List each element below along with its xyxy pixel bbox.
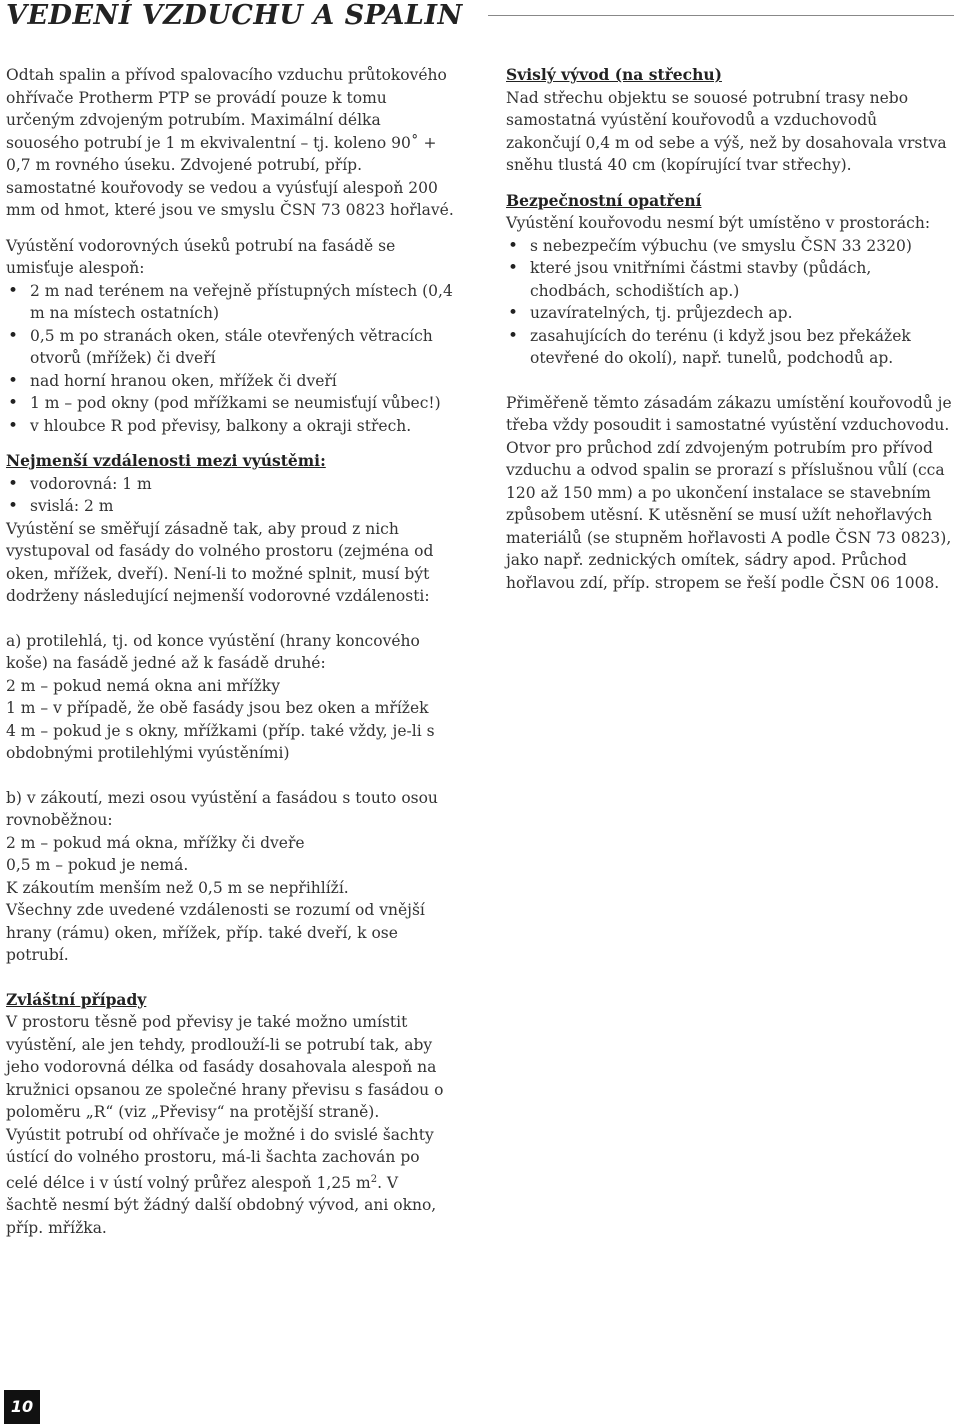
facade-intro: Vyústění vodorovných úseků potrubí na fasádě se umisťuje alespoň: — [6, 236, 396, 277]
special-cases-text: V prostoru těsně pod převisy je také možno umístit vyústění, ale jen tehdy, prodlouží-li se potrubí tak, aby jeho vodorovná délka od fasády dosahovala alespoň na kružnici opsanou ze společné hrany převisu s fasádou o poloměru „R“ (viz „Převisy“ na protější straně). — [6, 1013, 444, 1121]
intro-paragraph: Odtah spalin a přívod spalovacího vzduchu průtokového ohřívače Protherm PTP se provádí pouze k tomu určeným zdvojeným potrubím. Maximální délka souosého potrubí je 1 m ekvivalentní – tj. koleno 90˚ + 0,7 m rovného úseku. Zdvojené potrubí, příp. samostatné kouřovody se vedou a vyúsťují alespoň 200 mm od hmot, které jsou ve smyslu ČSN 73 0823 hořlavé. — [6, 66, 454, 219]
section-a-line: a) protilehlá, tj. od konce vyústění (hrany koncového koše) na fasádě jedné až k fasádě druhé: — [6, 631, 420, 672]
min-distance-list — [6, 473, 454, 518]
facade-item: • nad horní hranou oken, mřížek či dveří — [6, 370, 454, 393]
section-a-line: 4 m – pokud je s okny, mřížkami (příp. také vždy, je-li s obdobnými protilehlými vyústěními) — [6, 721, 435, 762]
min-distance-text: Vyústění se směřují zásadně tak, aby proud z nich vystupoval od fasády do volného prostoru (zejména od oken, mřížek, dveří). Není-li to možné splnit, musí být dodrženy následující nejmenší vodorovné vzdálenosti: — [6, 519, 434, 605]
roof-outlet-heading: Svislý vývod (na střechu) — [506, 65, 722, 84]
facade-item: • v hloubce R pod převisy, balkony a okraji střech. — [6, 415, 454, 438]
special-cases-heading: Zvláštní případy — [6, 989, 147, 1009]
safety-list — [506, 235, 956, 370]
roof-outlet-text: Nad střechu objektu se souosé potrubní trasy nebo samostatná vyústění kouřovodů a vzduchovodů zakončují 0,4 m od sebe a výš, než by dosahovala vrstva sněhu tlustá 40 cm (kopírující tvar střechy). — [506, 88, 947, 174]
shaft-text-part: . V šachtě nesmí být žádný další obdobný vývod, ani okno, příp. mřížka. — [6, 1173, 437, 1237]
section-a-line: 1 m – v případě, že obě fasády jsou bez oken a mřížek — [6, 699, 429, 717]
facade-item: • 2 m nad terénem na veřejně přístupných místech (0,4 m na místech ostatních) — [6, 280, 454, 325]
min-distance-heading: Nejmenší vzdálenosti mezi vyústěmi: — [6, 451, 326, 470]
facade-item: • 1 m – pod okny (pod mřížkami se neumisťují vůbec!) — [6, 392, 454, 415]
section-b-line: K zákoutím menším než 0,5 m se nepřihlíží. — [6, 878, 349, 897]
page-number: 10 — [4, 1390, 40, 1424]
section-b-line: 2 m – pokud má okna, mřížky či dveře — [6, 833, 305, 852]
facade-item: • 0,5 m po stranách oken, stále otevřených větracích otvorů (mřížek) či dveří — [6, 325, 454, 370]
page-title: VEDENÍ VZDUCHU A SPALIN — [6, 0, 463, 31]
right-column — [506, 64, 956, 594]
safety-heading: Bezpečnostní opatření — [506, 190, 702, 210]
safety-item: • které jsou vnitřními částmi stavby (půdách, chodbách, schodištích ap.) — [506, 257, 956, 302]
facade-list — [6, 280, 454, 438]
air-duct-text: Přiměřeně těmto zásadám zákazu umístění kouřovodů je třeba vždy posoudit i samostatné vyústění vzduchovodu. Otvor pro průchod zdí zdvojeným potrubím pro přívod vzduchu a odvod spalin se prorazí s příslušnou vůlí (cca 120 až 150 mm) a po ukončení instalace se stavebním způsobem utěsní. K utěsnění se musí užít nehořlavých materiálů (se stupněm hořlavosti A podle ČSN 73 0823), jako např. zednických omítek, sádry apod. Průchod hořlavou zdí, příp. stropem se řeší podle ČSN 06 1008. — [506, 393, 952, 592]
area-unit-exponent: 2 — [370, 1173, 378, 1185]
safety-item: • zasahujících do terénu (i když jsou bez překážek otevřené do okolí), např. tunelů, podchodů ap. — [506, 325, 956, 370]
safety-item: • uzavíratelných, tj. průjezdech ap. — [506, 302, 956, 325]
section-b-line: Všechny zde uvedené vzdálenosti se rozumí od vnější hrany (rámu) oken, mřížek, příp. také dveří, k ose potrubí. — [6, 901, 425, 964]
min-distance-item: • vodorovná: 1 m — [6, 473, 454, 496]
section-b-line: b) v zákoutí, mezi osou vyústění a fasádou s touto osou rovnoběžnou: — [6, 788, 438, 829]
shaft-text-part: Vyústit potrubí od ohřívače je možné i do svislé šachty ústící do volného prostoru, má-li šachta zachován po celé délce i v ústí volný průřez alespoň 1,25 m — [6, 1125, 434, 1192]
safety-intro: Vyústění kouřovodu nesmí být umístěno v prostorách: — [506, 214, 931, 232]
section-a-line: 2 m – pokud nemá okna ani mřížky — [6, 676, 280, 695]
section-b-line: 0,5 m – pokud je nemá. — [6, 856, 189, 874]
left-column — [6, 64, 454, 1239]
shaft-text — [6, 1124, 454, 1240]
safety-item: • s nebezpečím výbuchu (ve smyslu ČSN 33 2320) — [506, 235, 956, 258]
title-rule — [488, 15, 954, 16]
min-distance-item: • svislá: 2 m — [6, 495, 454, 518]
